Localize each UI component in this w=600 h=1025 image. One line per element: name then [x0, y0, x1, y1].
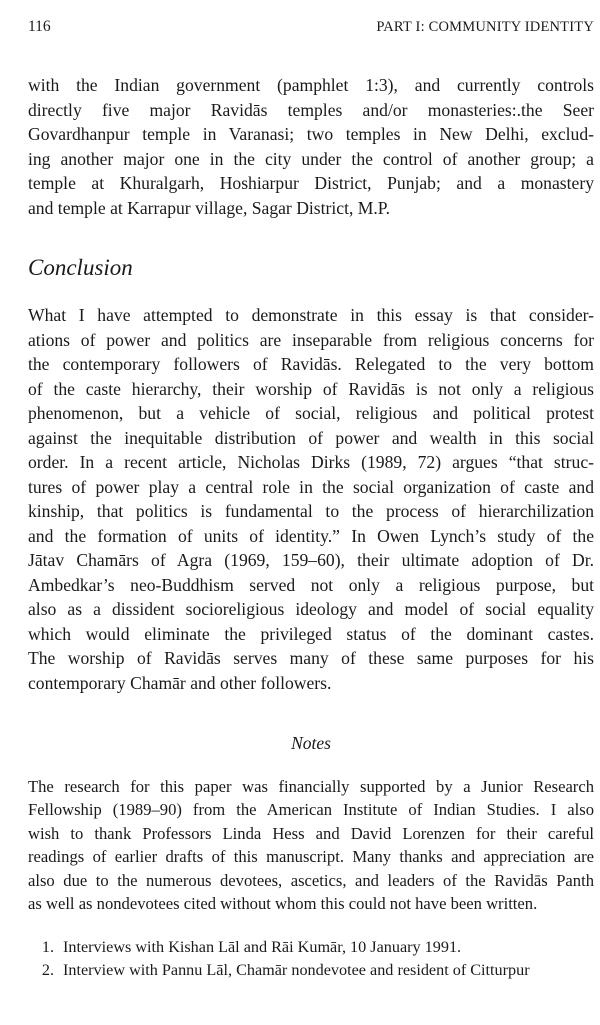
- text-line: kinship, that politics is fundamental to the process of hierarchilization: [28, 501, 594, 521]
- text-line: and temple at Karrapur village, Sagar District, M.P.: [28, 197, 391, 218]
- note-number: 2.: [41, 961, 54, 980]
- page-number: 116: [28, 18, 51, 35]
- conclusion-paragraph: [28, 303, 594, 695]
- text-line: readings of earlier drafts of this manuscript. Many thanks and appreciation are: [28, 847, 594, 867]
- text-line: and the formation of units of identity.” In Owen Lynch’s study of the: [28, 525, 594, 546]
- text-line: What I have attempted to demonstrate in this essay is that consider-: [28, 305, 594, 325]
- note-text: Interviews with Kishan Lāl and Rāi Kumār, 10 January 1991.: [63, 938, 462, 957]
- text-line: also due to the numerous devotees, ascetics, and leaders of the Ravidās Panth: [28, 870, 594, 890]
- note-text: Interview with Pannu Lāl, Chamār nondevotee and resident of Citturpur: [63, 961, 530, 980]
- text-line: also as a dissident socioreligious ideology and model of social equality: [28, 599, 594, 619]
- text-line: directly five major Ravidās temples and/or monasteries:.the Seer: [28, 99, 594, 120]
- text-line: as well as nondevotees cited without whom this could not have been written.: [28, 894, 538, 914]
- text-line: The worship of Ravidās serves many of these same purposes for his: [28, 648, 594, 668]
- text-line: ations of power and politics are inseparable from religious concerns for: [28, 329, 594, 350]
- text-line: temple at Khuralgarh, Hoshiarpur District, Punjab; and a monastery: [28, 173, 594, 193]
- text-line: tures of power play a central role in the social organization of caste and: [28, 476, 594, 497]
- text-line: against the inequitable distribution of power and wealth in this social: [28, 427, 594, 448]
- text-line: of the caste hierarchy, their worship of Ravidās is not only a religious: [28, 378, 594, 399]
- text-line: which would eliminate the privileged status of the dominant castes.: [28, 623, 594, 644]
- intro-paragraph: [28, 73, 594, 220]
- notes-list: [28, 936, 594, 982]
- text-line: the contemporary followers of Ravidās. Relegated to the very bottom: [28, 354, 594, 374]
- text-line: wish to thank Professors Linda Hess and David Lorenzen for their careful: [28, 823, 594, 843]
- note-number: 1.: [41, 938, 54, 957]
- text-line: order. In a recent article, Nicholas Dirks (1989, 72) argues “that struc-: [28, 452, 594, 472]
- text-line: contemporary Chamār and other followers.: [28, 672, 332, 693]
- note-item: [28, 936, 594, 959]
- text-line: with the Indian government (pamphlet 1:3), and currently controls: [28, 75, 594, 95]
- section-heading-notes: Notes: [291, 733, 331, 753]
- text-line: ing another major one in the city under the control of another group; a: [28, 148, 594, 169]
- text-line: Govardhanpur temple in Varanasi; two temples in New Delhi, exclud-: [28, 124, 594, 144]
- text-line: phenomenon, but a vehicle of social, religious and political protest: [28, 403, 594, 423]
- notes-acknowledgement: [28, 775, 594, 915]
- running-title: PART I: COMMUNITY IDENTITY: [376, 19, 594, 35]
- running-header: [28, 18, 594, 48]
- section-heading-conclusion: Conclusion: [28, 255, 133, 280]
- note-item: [28, 959, 594, 982]
- text-line: Jātav Chamārs of Agra (1969, 159–60), their ultimate adoption of Dr.: [28, 550, 594, 570]
- text-line: Ambedkar’s neo-Buddhism served not only a religious purpose, but: [28, 574, 594, 595]
- book-page: [28, 18, 594, 982]
- text-line: Fellowship (1989–90) from the American Institute of Indian Studies. I also: [28, 800, 594, 820]
- text-line: The research for this paper was financially supported by a Junior Research: [28, 777, 594, 796]
